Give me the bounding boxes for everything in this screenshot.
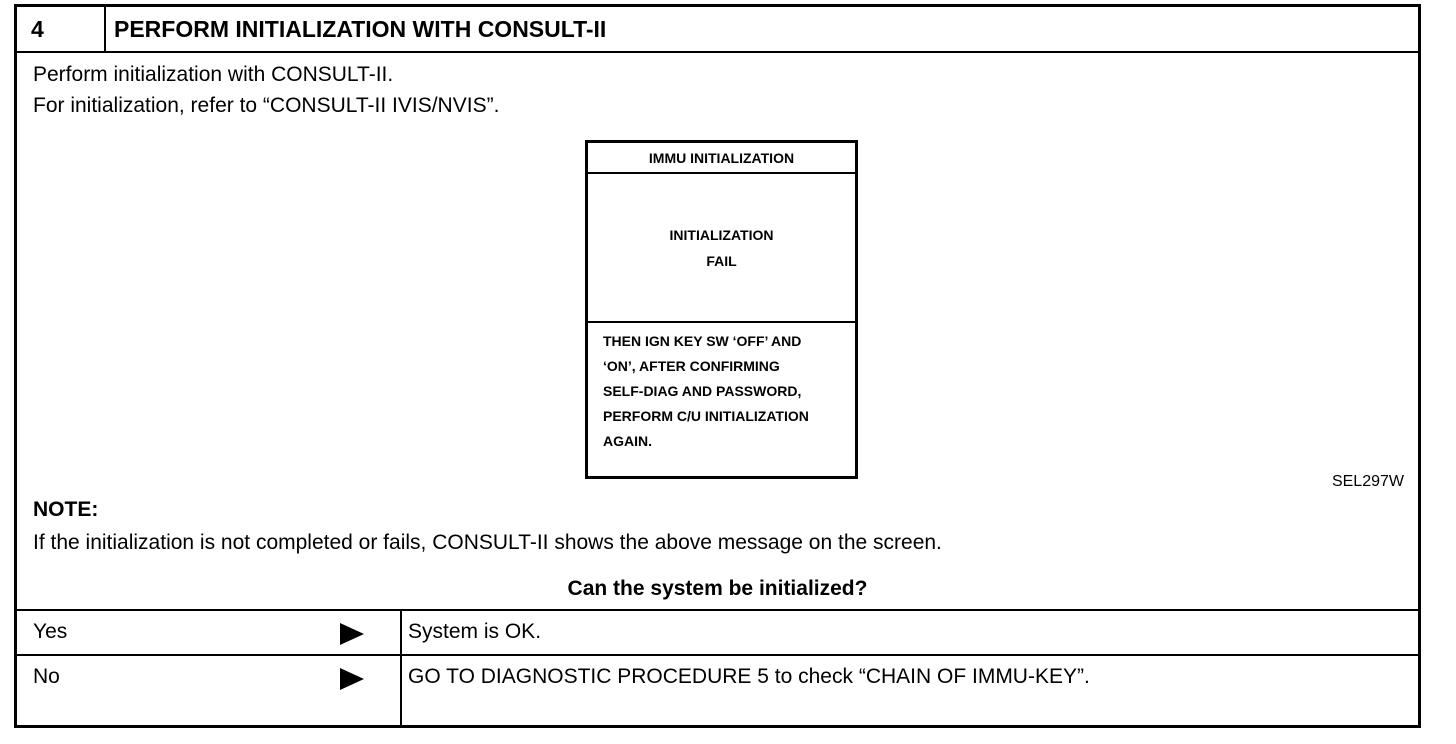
screen-message-line: PERFORM C/U INITIALIZATION (603, 408, 809, 424)
screen-status-line-2: FAIL (706, 252, 737, 269)
step-number: 4 (17, 7, 106, 51)
screen-message-line: SELF-DIAG AND PASSWORD, (603, 383, 802, 399)
answer-result-no: GO TO DIAGNOSTIC PROCEDURE 5 to check “CHAIN OF IMMU-KEY”. (408, 665, 1090, 688)
step-title: PERFORM INITIALIZATION WITH CONSULT-II (114, 16, 607, 42)
procedure-frame (14, 4, 1421, 728)
note-label: NOTE: (33, 498, 99, 521)
instruction-line-1: Perform initialization with CONSULT-II. (33, 63, 394, 86)
screen-message-line: THEN IGN KEY SW ‘OFF’ AND (603, 333, 802, 349)
decision-question: Can the system be initialized? (567, 577, 868, 600)
consult-screen-illustration (585, 140, 858, 479)
note-text: If the initialization is not completed or fails, CONSULT-II shows the above message on the screen. (33, 531, 942, 554)
screen-message (603, 329, 853, 454)
screen-message-line: AGAIN. (603, 433, 652, 449)
arrow-right-icon (340, 668, 364, 690)
screen-status (588, 174, 855, 323)
answer-label-yes: Yes (33, 620, 68, 643)
answer-row-no (17, 654, 1418, 728)
answer-result-yes: System is OK. (408, 620, 542, 643)
screen-status-line-1: INITIALIZATION (669, 226, 774, 243)
answer-label-no: No (33, 665, 60, 688)
column-divider (400, 656, 402, 728)
step-header (17, 7, 1418, 53)
arrow-right-icon (340, 623, 364, 645)
screen-message-line: ‘ON’, AFTER CONFIRMING (603, 358, 780, 374)
figure-id: SEL297W (1331, 473, 1404, 490)
screen-title: IMMU INITIALIZATION (588, 143, 855, 174)
instruction-line-2: For initialization, refer to “CONSULT-II IVIS/NVIS”. (33, 94, 500, 117)
column-divider (400, 611, 402, 654)
answer-row-yes (17, 609, 1418, 654)
